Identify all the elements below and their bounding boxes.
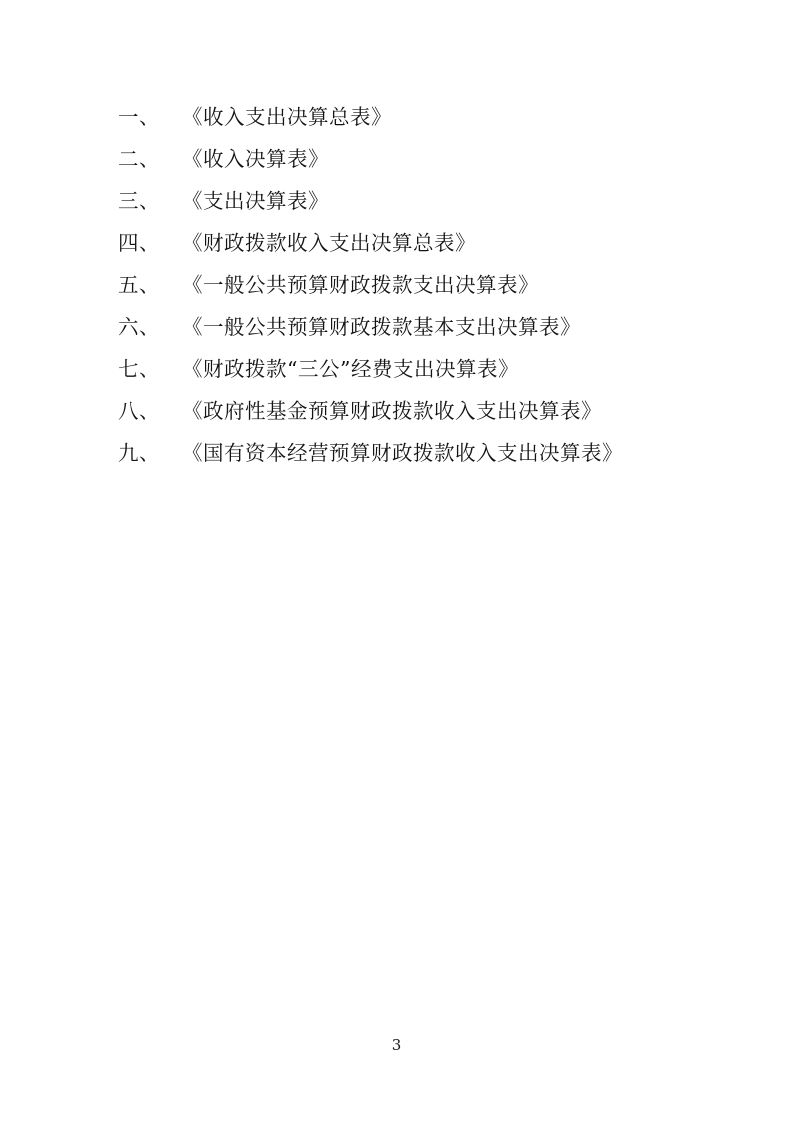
list-item-number: 九、 — [118, 441, 160, 465]
list-item-title: 《收入支出决算总表》 — [182, 105, 392, 129]
list-item — [118, 432, 703, 474]
list-item-number: 八、 — [118, 399, 160, 423]
table-of-contents — [118, 96, 703, 474]
list-item — [118, 306, 703, 348]
list-item — [118, 138, 703, 180]
list-item — [118, 390, 703, 432]
list-item-number: 六、 — [118, 315, 160, 339]
list-item-number: 五、 — [118, 273, 160, 297]
page-number: 3 — [391, 1036, 402, 1054]
list-item-title: 《财政拨款“三公”经费支出决算表》 — [182, 357, 519, 381]
list-item-title: 《一般公共预算财政拨款支出决算表》 — [182, 273, 539, 297]
list-item — [118, 180, 703, 222]
list-item-number: 七、 — [118, 357, 160, 381]
list-item — [118, 348, 703, 390]
list-item-number: 三、 — [118, 189, 160, 213]
list-item-title: 《一般公共预算财政拨款基本支出决算表》 — [182, 315, 581, 339]
list-item-number: 一、 — [118, 105, 160, 129]
list-item — [118, 264, 703, 306]
list-item-title: 《支出决算表》 — [182, 189, 329, 213]
list-item — [118, 96, 703, 138]
list-item-title: 《财政拨款收入支出决算总表》 — [182, 231, 476, 255]
list-item-number: 四、 — [118, 231, 160, 255]
list-item-number: 二、 — [118, 147, 160, 171]
list-item-title: 《政府性基金预算财政拨款收入支出决算表》 — [182, 399, 602, 423]
list-item — [118, 222, 703, 264]
list-item-title: 《国有资本经营预算财政拨款收入支出决算表》 — [182, 441, 623, 465]
list-item-title: 《收入决算表》 — [182, 147, 329, 171]
